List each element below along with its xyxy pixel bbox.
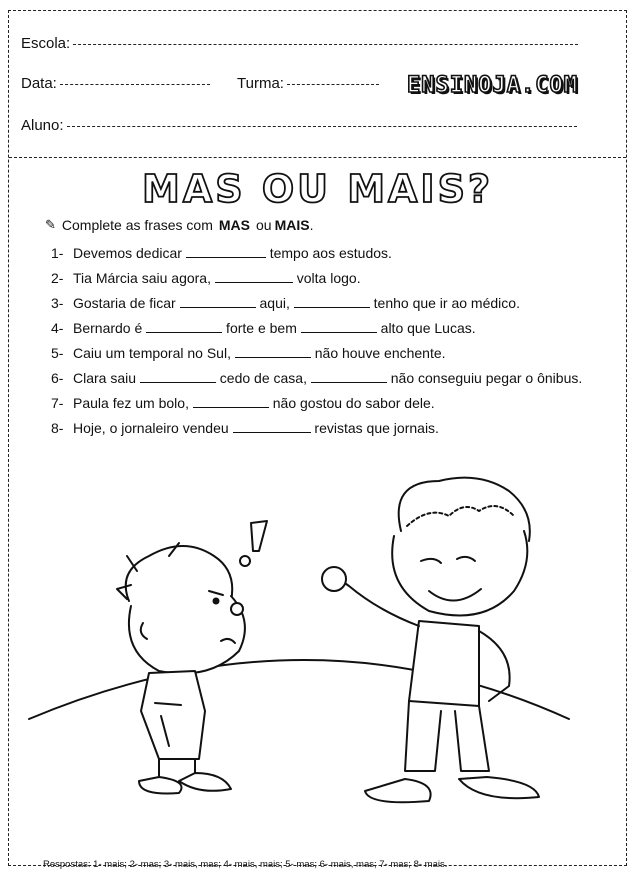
exercise-text: Gostaria de ficar xyxy=(73,295,180,311)
exercise-text: Paula fez um bolo, xyxy=(73,395,193,411)
exercise-text: forte e bem xyxy=(222,320,301,336)
confused-boy xyxy=(117,543,245,794)
exercise-number: 6- xyxy=(51,370,64,386)
exercise-number: 8- xyxy=(51,420,64,436)
pencil-icon: ✎ xyxy=(45,217,56,232)
school-label: Escola: xyxy=(21,35,71,52)
instruction-middle: ou xyxy=(255,217,272,233)
exercise-text: Hoje, o jornaleiro vendeu xyxy=(73,420,233,436)
proud-boy-curly-hair xyxy=(322,478,539,803)
exercise-number: 2- xyxy=(51,270,64,286)
instruction-word-mais: MAIS xyxy=(274,217,310,233)
instruction-word-mas: MAS xyxy=(218,217,250,233)
exercise-text: Clara saiu xyxy=(73,370,140,386)
page-title: MAS OU MAIS? xyxy=(142,167,493,211)
exercise-text: alto que Lucas. xyxy=(376,320,476,336)
brand-logo: ENSINOJA.COM xyxy=(407,73,578,98)
worksheet xyxy=(8,10,627,870)
exercise-number: 1- xyxy=(51,245,64,261)
exercise-text: não gostou do sabor dele. xyxy=(268,395,435,411)
exercise-text: não houve enchente. xyxy=(310,345,446,361)
illustration xyxy=(9,11,628,867)
exclamation-icon xyxy=(240,521,267,566)
answer-key: Respostas: 1- mais; 2- mas; 3- mais, mas; 4- mais, mais; 5- mas; 6- mais, mas; 7- mas; 8- mais. xyxy=(43,859,448,870)
exercise-text: tenho que ir ao médico. xyxy=(369,295,520,311)
exercise-text: aqui, xyxy=(255,295,294,311)
exercise-number: 5- xyxy=(51,345,64,361)
class-label: Turma: xyxy=(237,75,284,92)
hill xyxy=(29,660,569,719)
exercise-number: 7- xyxy=(51,395,64,411)
exercise-text: não conseguiu pegar o ônibus. xyxy=(386,370,583,386)
exercise-text: volta logo. xyxy=(292,270,361,286)
date-label: Data: xyxy=(21,75,57,92)
exercise-text: Tia Márcia saiu agora, xyxy=(73,270,215,286)
exercise-text: cedo de casa, xyxy=(215,370,311,386)
exercise-text: Devemos dedicar xyxy=(73,245,186,261)
exercise-number: 3- xyxy=(51,295,64,311)
exercise-text: tempo aos estudos. xyxy=(265,245,392,261)
instruction-suffix: . xyxy=(309,217,314,233)
exercise-text: Bernardo é xyxy=(73,320,147,336)
exercise-text: Caiu um temporal no Sul, xyxy=(73,345,235,361)
student-label: Aluno: xyxy=(21,117,64,134)
exercise-number: 4- xyxy=(51,320,64,336)
exercise-text: revistas que jornais. xyxy=(310,420,439,436)
instruction-prefix: Complete as frases com xyxy=(61,217,213,233)
